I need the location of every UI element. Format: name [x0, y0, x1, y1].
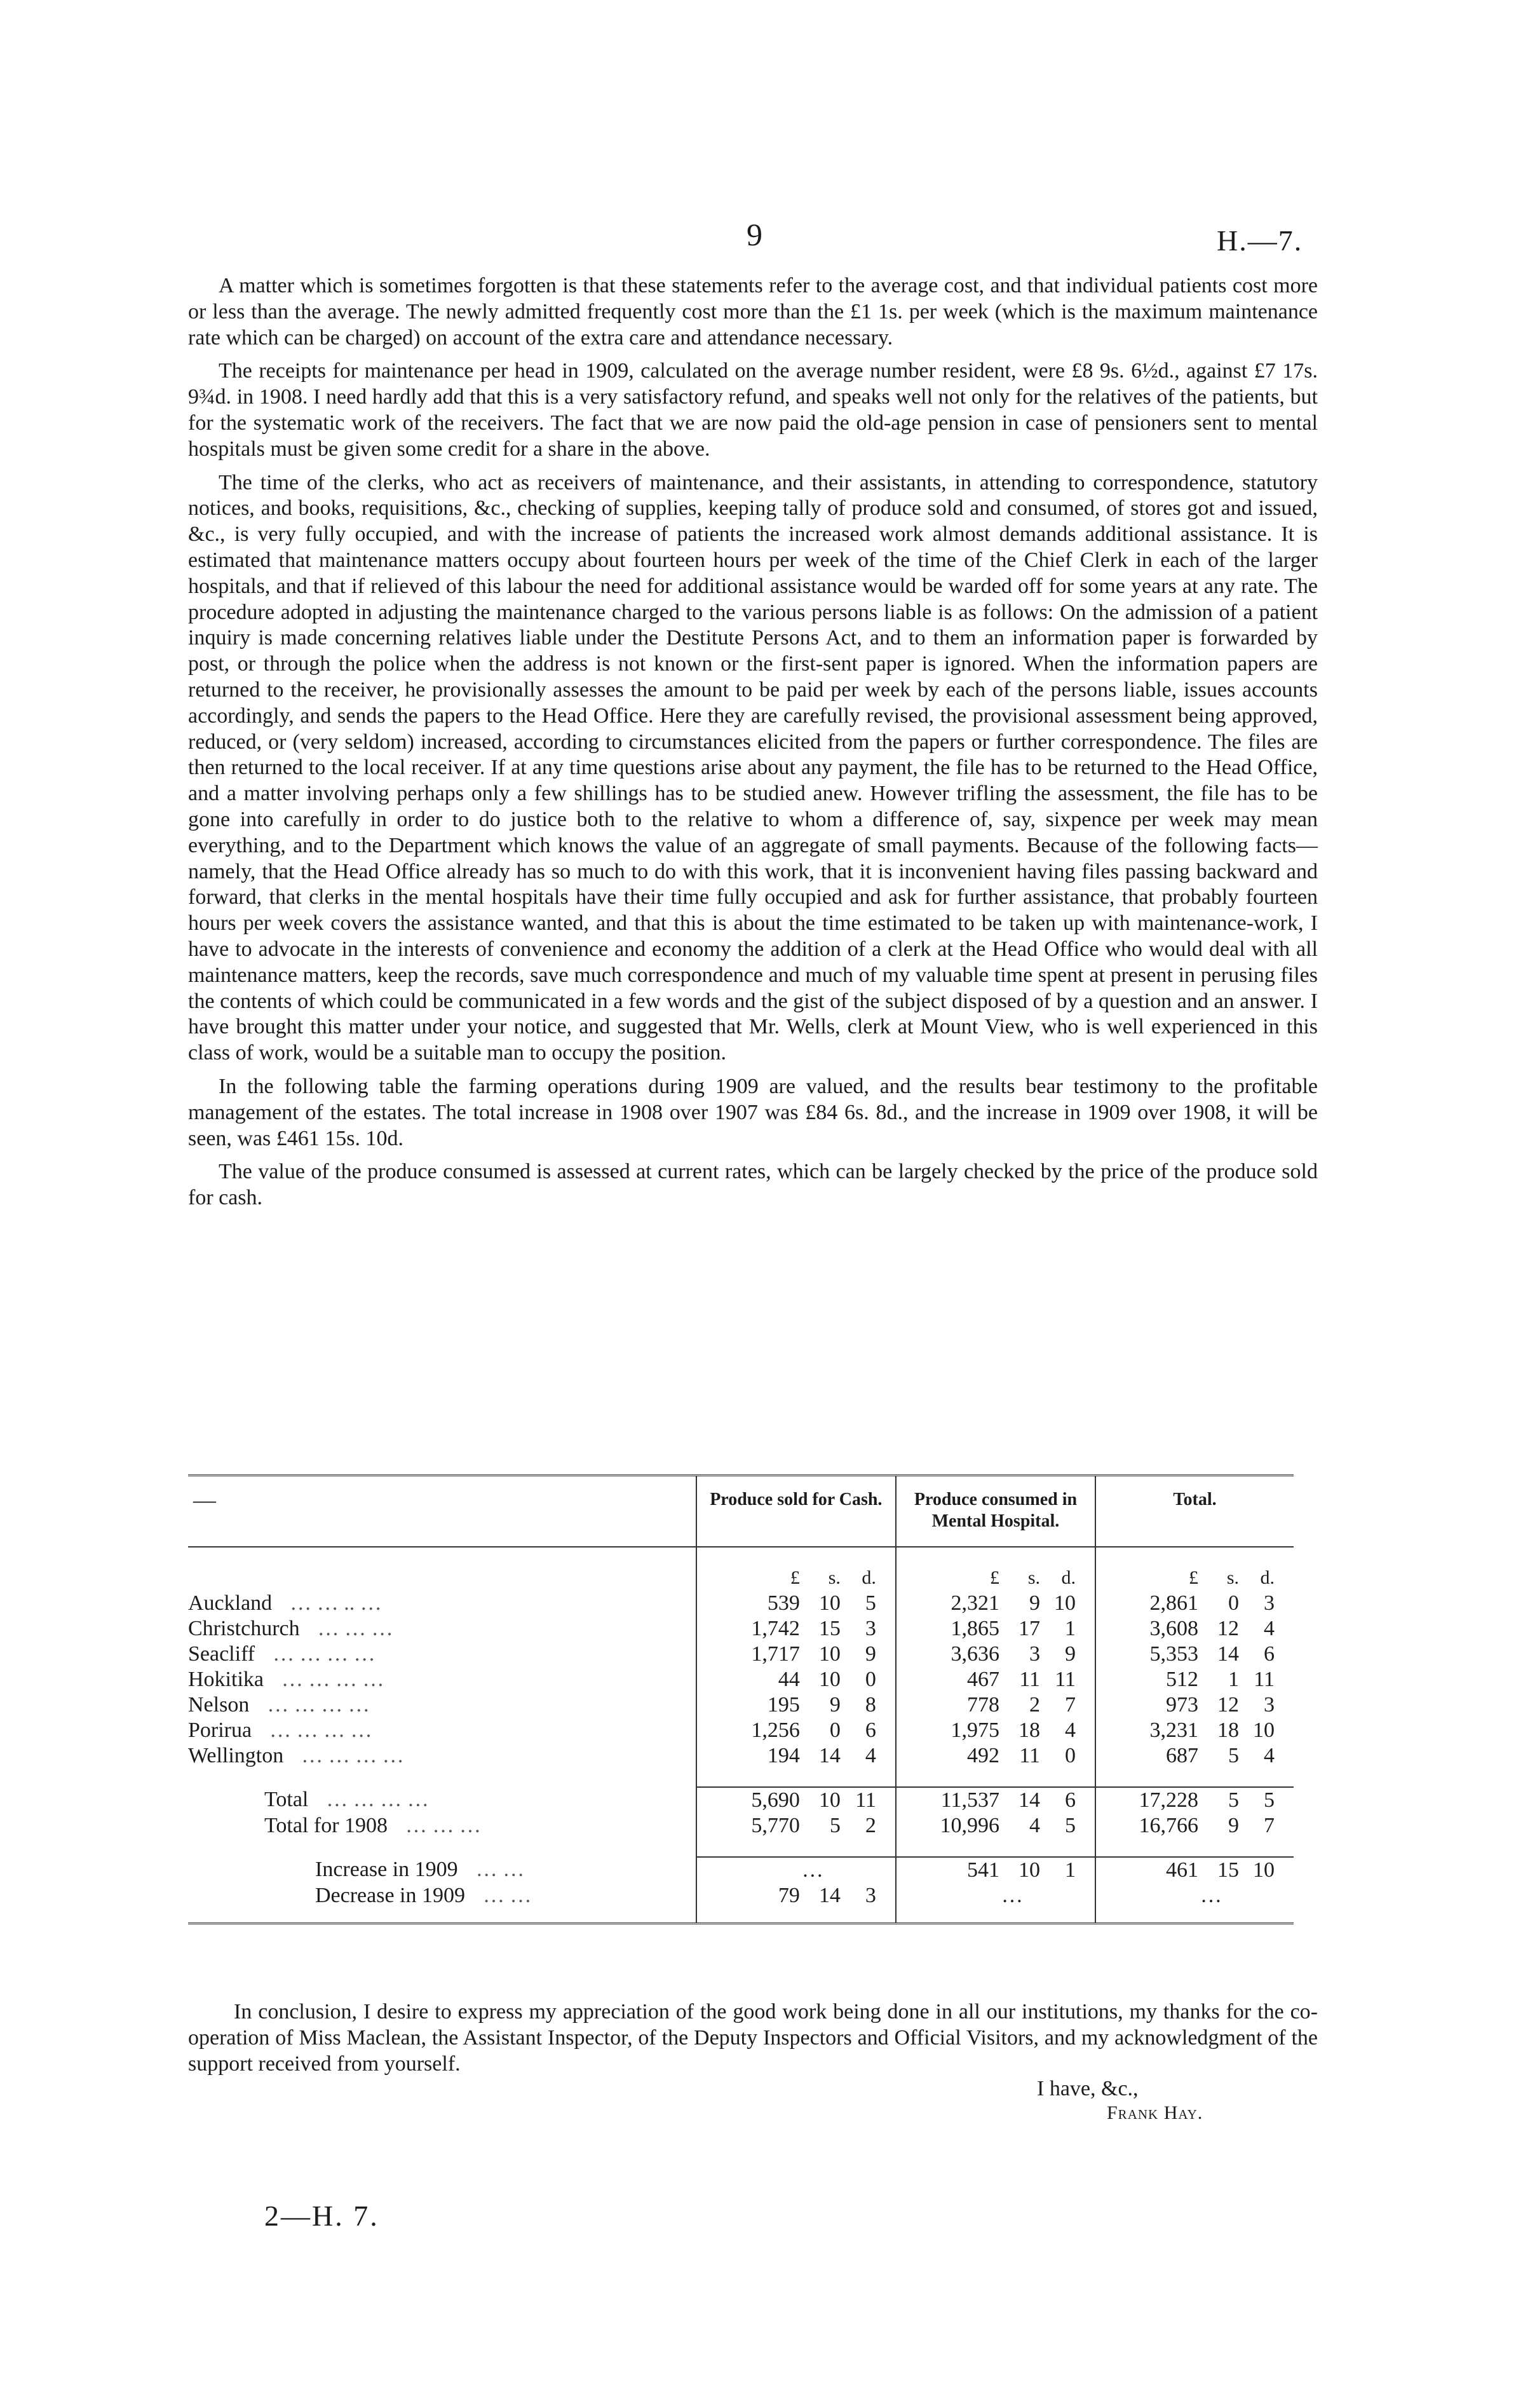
sold-pounds: 5,690: [751, 1788, 800, 1812]
row-label: Decrease in 1909: [315, 1884, 466, 1907]
row-label: Increase in 1909: [315, 1858, 458, 1881]
column-header-total: Total.: [1095, 1476, 1294, 1548]
total-pence: 4: [1264, 1744, 1275, 1767]
sold-pence: 9: [865, 1642, 876, 1666]
consumed-pounds: 541: [967, 1858, 1000, 1882]
table-row: [188, 1642, 1294, 1667]
dot-leader: … … … …: [267, 1693, 370, 1717]
total-shillings: 18: [1217, 1718, 1239, 1742]
sold-pence: 3: [865, 1617, 876, 1640]
sold-shillings: 10: [818, 1668, 841, 1691]
consumed-shillings: 18: [1019, 1718, 1041, 1742]
sold-pence: 4: [865, 1744, 876, 1767]
dot-leader: … … … …: [301, 1744, 404, 1767]
sold-pounds: 195: [767, 1693, 800, 1717]
consumed-pounds: 1,975: [951, 1718, 1000, 1742]
table-body: [188, 1547, 1294, 1924]
paragraph-average-cost: A matter which is sometimes forgotten is that these statements refer to the average cost, and that individual patients cost more or less than the average. The newly admitted frequently cost more than the £1 1s. per week (which is the maximum maintenance rate which can be charged) on account of the extra care and attendance necessary.: [188, 274, 1318, 350]
total-shillings: 5: [1228, 1788, 1239, 1812]
sold-pounds: 1,717: [751, 1642, 800, 1666]
page-number: 9: [747, 217, 762, 252]
dot-leader: … … … …: [281, 1668, 384, 1691]
total-pence: 10: [1253, 1858, 1275, 1882]
sold-pence: 8: [865, 1693, 876, 1717]
row-label: Hokitika: [188, 1668, 264, 1691]
sold-shillings: 5: [829, 1814, 841, 1837]
column-header-sold: Produce sold for Cash.: [696, 1476, 896, 1548]
sold-pounds: 44: [778, 1668, 800, 1691]
total-pounds: 16,766: [1139, 1814, 1198, 1837]
dot-leader: … … … …: [326, 1788, 429, 1811]
sold-shillings: 15: [818, 1617, 841, 1640]
signature-name: Frank Hay.: [1107, 2102, 1203, 2123]
sold-pounds: 194: [767, 1744, 800, 1767]
dot-leader: … … …: [317, 1617, 393, 1640]
closing-section: [188, 1999, 1318, 2077]
consumed-pence: 9: [1065, 1642, 1076, 1666]
row-label: Total: [264, 1788, 309, 1811]
consumed-pence: 0: [1065, 1744, 1076, 1767]
total-pounds: 461: [1166, 1858, 1198, 1882]
unit-pence: d.: [1260, 1567, 1275, 1588]
dot-leader: … … … …: [273, 1642, 376, 1666]
consumed-shillings: 14: [1019, 1788, 1041, 1812]
consumed-shillings: 4: [1029, 1814, 1041, 1837]
row-label: Nelson: [188, 1693, 250, 1717]
consumed-pounds: 778: [967, 1693, 1000, 1717]
table-row: [188, 1591, 1294, 1616]
table-row: [188, 1616, 1294, 1642]
sold-shillings: 10: [818, 1788, 841, 1812]
salutation: I have, &c.,: [1037, 2077, 1139, 2100]
sold-shillings: 0: [829, 1718, 841, 1742]
consumed-pounds: 11,537: [940, 1788, 1000, 1812]
paragraph-produce-value: The value of the produce consumed is assessed at current rates, which can be largely checked by the price of the produce sold for cash.: [188, 1160, 1318, 1210]
dot-leader: … … …: [405, 1814, 482, 1837]
sold-pence: 0: [865, 1668, 876, 1691]
total-shillings: 15: [1217, 1858, 1239, 1882]
total-shillings: 5: [1228, 1744, 1239, 1767]
consumed-pounds: 10,996: [940, 1814, 1000, 1837]
total-pence: 7: [1264, 1814, 1275, 1837]
document-reference: H.—7.: [1217, 224, 1303, 257]
total-pence: 3: [1264, 1693, 1275, 1717]
row-label: Wellington: [188, 1744, 284, 1767]
consumed-pence: 7: [1065, 1693, 1076, 1717]
dot-leader: … … .. …: [290, 1591, 382, 1615]
change-row: [188, 1883, 1294, 1908]
report-body: [188, 273, 1318, 1219]
total-shillings: 12: [1217, 1693, 1239, 1717]
total-shillings: 0: [1228, 1591, 1239, 1615]
sold-empty: …: [801, 1858, 823, 1882]
unit-pounds: £: [790, 1567, 800, 1588]
sold-shillings: 10: [818, 1642, 841, 1666]
row-label: Christchurch: [188, 1617, 300, 1640]
unit-shillings: s.: [1226, 1567, 1239, 1588]
farming-table: [188, 1474, 1294, 1924]
row-label: Porirua: [188, 1718, 252, 1742]
consumed-pence: 4: [1065, 1718, 1076, 1742]
unit-shillings: s.: [1027, 1567, 1041, 1588]
consumed-shillings: 10: [1019, 1858, 1041, 1882]
sold-shillings: 10: [818, 1591, 841, 1615]
units-row: [188, 1565, 1294, 1591]
row-label: Total for 1908: [264, 1814, 388, 1837]
table-row: [188, 1667, 1294, 1692]
total-pounds: 3,608: [1149, 1617, 1198, 1640]
unit-pence: d.: [1061, 1567, 1076, 1588]
consumed-pence: 1: [1065, 1617, 1076, 1640]
table-blank-header: —: [188, 1476, 696, 1548]
dot-leader: … …: [475, 1858, 525, 1881]
consumed-shillings: 3: [1029, 1642, 1041, 1666]
consumed-pence: 5: [1065, 1814, 1076, 1837]
consumed-pounds: 492: [967, 1744, 1000, 1767]
unit-shillings: s.: [828, 1567, 841, 1588]
consumed-shillings: 17: [1019, 1617, 1041, 1640]
sold-shillings: 9: [829, 1693, 841, 1717]
sold-pounds: 539: [767, 1591, 800, 1615]
consumed-empty: …: [1001, 1884, 1024, 1907]
total-pounds: 512: [1166, 1668, 1198, 1691]
sold-shillings: 14: [818, 1744, 841, 1767]
consumed-shillings: 2: [1029, 1693, 1041, 1717]
row-label: Auckland: [188, 1591, 273, 1615]
unit-pence: d.: [862, 1567, 876, 1588]
paragraph-farming-operations: In the following table the farming operations during 1909 are valued, and the results bear testimony to the profitable management of the estates. The total increase in 1908 over 1907 was £84 6s. 8d., and the increase in 1909 over 1908, it will be seen, was £461 15s. 10d.: [188, 1074, 1318, 1150]
consumed-pence: 10: [1054, 1591, 1076, 1615]
paragraph-receipts: The receipts for maintenance per head in 1909, calculated on the average number resident, were £8 9s. 6½d., against £7 17s. 9¾d. in 1908. I need hardly add that this is a very satisfactory refund, and speaks well not only for the relatives of the patients, but for the systematic work of the receivers. The fact that we are now paid the old-age pension in case of pensioners sent to mental hospitals must be given some credit for a share in the above.: [188, 359, 1318, 461]
sold-pence: 6: [865, 1718, 876, 1742]
consumed-shillings: 9: [1029, 1591, 1041, 1615]
total-pence: 3: [1264, 1591, 1275, 1615]
dot-leader: … … … …: [269, 1718, 372, 1742]
total-row: [188, 1813, 1294, 1839]
total-pence: 6: [1264, 1642, 1275, 1666]
dot-leader: … …: [483, 1884, 532, 1907]
unit-pounds: £: [990, 1567, 1000, 1588]
table-row: [188, 1743, 1294, 1769]
closing-paragraph: In conclusion, I desire to express my appreciation of the good work being done in all our institutions, my thanks for the co-operation of Miss Maclean, the Assistant Inspector, of the Deputy Inspectors and Official Visitors, and my acknowledgment of the support received from yourself.: [188, 2000, 1318, 2076]
total-pounds: 2,861: [1149, 1591, 1198, 1615]
total-pence: 11: [1254, 1668, 1275, 1691]
consumed-pounds: 3,636: [951, 1642, 1000, 1666]
total-empty: …: [1200, 1884, 1222, 1907]
consumed-pounds: 467: [967, 1668, 1000, 1691]
consumed-pence: 6: [1065, 1788, 1076, 1812]
total-shillings: 9: [1228, 1814, 1239, 1837]
total-pence: 5: [1264, 1788, 1275, 1812]
total-shillings: 1: [1228, 1668, 1239, 1691]
total-pounds: 5,353: [1149, 1642, 1198, 1666]
total-pounds: 973: [1166, 1693, 1198, 1717]
consumed-shillings: 11: [1019, 1668, 1041, 1691]
sold-pence: 3: [865, 1884, 876, 1907]
table-row: [188, 1692, 1294, 1718]
table-row: [188, 1718, 1294, 1743]
consumed-pence: 1: [1065, 1858, 1076, 1882]
sold-pounds: 79: [778, 1884, 800, 1907]
total-pounds: 687: [1166, 1744, 1198, 1767]
total-row: [188, 1787, 1294, 1813]
total-pounds: 17,228: [1139, 1788, 1198, 1812]
total-pence: 4: [1264, 1617, 1275, 1640]
total-shillings: 12: [1217, 1617, 1239, 1640]
consumed-pounds: 1,865: [951, 1617, 1000, 1640]
sold-pounds: 5,770: [751, 1814, 800, 1837]
signature-mark: 2—H. 7.: [264, 2200, 379, 2232]
column-header-consumed: Produce consumed in Mental Hospital.: [896, 1476, 1095, 1548]
sold-shillings: 14: [818, 1884, 841, 1907]
consumed-shillings: 11: [1019, 1744, 1041, 1767]
sold-pounds: 1,742: [751, 1617, 800, 1640]
sold-pence: 11: [855, 1788, 876, 1812]
sold-pence: 5: [865, 1591, 876, 1615]
row-label: Seacliff: [188, 1642, 255, 1666]
paragraph-clerks-maintenance: The time of the clerks, who act as receivers of maintenance, and their assistants, in attending to correspondence, statutory notices, and books, requisitions, &c., checking of supplies, keeping tally of produce sold and consumed, of stores got and issued, &c., is very fully occupied, and with the increase of patients the increased work almost demands additional assistance. It is estimated that maintenance matters occupy about fourteen hours per week of the time of the Chief Clerk in each of the larger hospitals, and that if relieved of this labour the need for additional assistance would be warded off for some years at any rate. The procedure adopted in adjusting the maintenance charged to the various persons liable is as follows: On the admission of a patient inquiry is made concerning relatives liable under the Destitute Persons Act, and to them an information paper is forwarded by post, or through the police when the address is not known or the first-sent paper is ignored. When the information papers are returned to the receiver, he provisionally assesses the amount to be paid per week by each of the persons liable, issues accounts accordingly, and sends the papers to the Head Office. Here they are carefully revised, the provisional assessment being approved, reduced, or (very seldom) increased, according to circumstances elicited from the papers or further correspondence. The files are then returned to the local receiver. If at any time questions arise about any payment, the file has to be returned to the Head Office, and a matter involving perhaps only a few shillings has to be studied anew. However trifling the assessment, the file has to be gone into carefully in order to do justice both to the relative to whom a difference of, say, sixpence per week may mean everything, and to the Department which knows the value of an aggregate of small payments. Because of the following facts—namely, that the Head Office already has so much to do with this work, that it is inconvenient having files passing backward and forward, that clerks in the mental hospitals have their time fully occupied and ask for further assistance, that probably fourteen hours per week covers the assistance wanted, and that this is about the time estimated to be taken up with maintenance-work, I have to advocate in the interests of convenience and economy the addition of a clerk at the Head Office who would deal with all maintenance matters, keep the records, save much correspondence and much of my valuable time spent at present in perusing files the contents of which could be communicated in a few words and the gist of the subject disposed of by a question and an answer. I have brought this matter under your notice, and suggested that Mr. Wells, clerk at Mount View, who is well experienced in this class of work, would be a suitable man to occupy the position.: [188, 470, 1318, 1065]
change-row: [188, 1857, 1294, 1883]
total-shillings: 14: [1217, 1642, 1239, 1666]
consumed-pounds: 2,321: [951, 1591, 1000, 1615]
sold-pence: 2: [865, 1814, 876, 1837]
sold-pounds: 1,256: [751, 1718, 800, 1742]
total-pounds: 3,231: [1149, 1718, 1198, 1742]
consumed-pence: 11: [1055, 1668, 1076, 1691]
unit-pounds: £: [1189, 1567, 1198, 1588]
total-pence: 10: [1253, 1718, 1275, 1742]
